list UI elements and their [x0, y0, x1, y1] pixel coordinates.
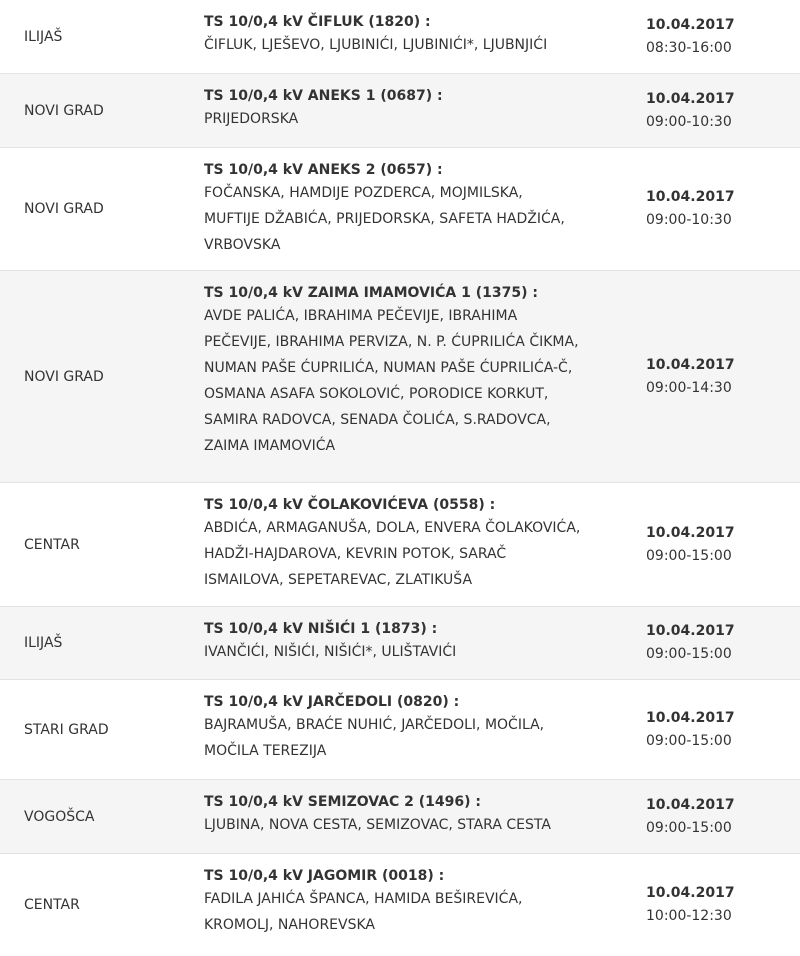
street-list	[204, 515, 640, 593]
outage-time: 08:30-16:00	[646, 39, 732, 56]
municipality-cell: NOVI GRAD	[24, 368, 104, 385]
street-line: MUFTIJE DŽABIĆA, PRIJEDORSKA, SAFETA HADŽIĆA,	[204, 211, 565, 227]
location-cell	[200, 780, 640, 853]
street-line: ISMAILOVA, SEPETAREVAC, ZLATIKUŠA	[204, 572, 473, 588]
table-row	[0, 607, 800, 680]
outage-date: 10.04.2017	[646, 796, 735, 813]
street-line: AVDE PALIĆA, IBRAHIMA PEČEVIJE, IBRAHIMA	[204, 308, 518, 324]
schedule-cell	[640, 0, 800, 73]
station-name: TS 10/0,4 kV JAGOMIR (0018) :	[204, 868, 445, 884]
street-list	[204, 639, 640, 665]
street-line: OSMANA ASAFA SOKOLOVIĆ, PORODICE KORKUT,	[204, 386, 549, 402]
station-name: TS 10/0,4 kV SEMIZOVAC 2 (1496) :	[204, 794, 481, 810]
schedule-cell	[640, 483, 800, 606]
street-line: ČIFLUK, LJEŠEVO, LJUBINIĆI, LJUBINIĆI*, LJUBNJIĆI	[204, 37, 548, 53]
table-row	[0, 271, 800, 483]
outage-date: 10.04.2017	[646, 709, 735, 726]
table-row	[0, 780, 800, 854]
street-line: MOČILA TEREZIJA	[204, 743, 327, 759]
station-name: TS 10/0,4 kV NIŠIĆI 1 (1873) :	[204, 621, 438, 637]
outage-date: 10.04.2017	[646, 623, 735, 639]
outage-time: 10:00-12:30	[646, 908, 732, 924]
table-row	[0, 854, 800, 956]
street-line: IVANČIĆI, NIŠIĆI, NIŠIĆI*, ULIŠTAVIĆI	[204, 644, 457, 660]
outage-date: 10.04.2017	[646, 90, 735, 107]
street-list	[204, 712, 640, 764]
street-line: NUMAN PAŠE ĆUPRILIĆA, NUMAN PAŠE ĆUPRILIĆA-Č,	[204, 360, 573, 376]
municipality-cell: VOGOŠCA	[24, 808, 95, 825]
municipality-cell: NOVI GRAD	[24, 201, 104, 217]
outage-time: 09:00-15:00	[646, 547, 732, 564]
street-line: LJUBINA, NOVA CESTA, SEMIZOVAC, STARA CESTA	[204, 817, 551, 833]
street-line: HADŽI-HAJDAROVA, KEVRIN POTOK, SARAČ	[204, 546, 507, 562]
outage-date: 10.04.2017	[646, 524, 735, 541]
location-cell	[200, 680, 640, 779]
schedule-cell	[640, 607, 800, 679]
table-row	[0, 148, 800, 271]
location-cell	[200, 854, 640, 956]
outage-date: 10.04.2017	[646, 356, 735, 373]
street-list	[204, 812, 640, 838]
street-line: SAMIRA RADOVCA, SENADA ČOLIĆA, S.RADOVCA,	[204, 412, 551, 428]
location-cell	[200, 483, 640, 606]
station-name: TS 10/0,4 kV JARČEDOLI (0820) :	[204, 694, 460, 710]
schedule-cell	[640, 148, 800, 270]
location-cell	[200, 607, 640, 679]
municipality-cell: ILIJAŠ	[24, 635, 63, 651]
street-list	[204, 886, 640, 938]
street-list	[204, 180, 640, 258]
street-line: FOČANSKA, HAMDIJE POZDERCA, MOJMILSKA,	[204, 185, 523, 201]
station-name: TS 10/0,4 kV ČOLAKOVIĆEVA (0558) :	[204, 497, 496, 513]
table-row	[0, 74, 800, 148]
outage-time: 09:00-14:30	[646, 379, 732, 396]
municipality-cell: NOVI GRAD	[24, 102, 104, 119]
location-cell	[200, 148, 640, 270]
schedule-cell	[640, 74, 800, 147]
location-cell	[200, 74, 640, 147]
street-line: PRIJEDORSKA	[204, 111, 299, 127]
outage-time: 09:00-15:00	[646, 819, 732, 836]
station-name: TS 10/0,4 kV ZAIMA IMAMOVIĆA 1 (1375) :	[204, 285, 538, 301]
station-name: TS 10/0,4 kV ANEKS 1 (0687) :	[204, 88, 443, 104]
station-name: TS 10/0,4 kV ČIFLUK (1820) :	[204, 14, 431, 30]
municipality-cell: CENTAR	[24, 897, 80, 913]
outage-date: 10.04.2017	[646, 885, 735, 901]
street-list	[204, 106, 640, 132]
outage-time: 09:00-10:30	[646, 212, 732, 228]
street-line: BAJRAMUŠA, BRAĆE NUHIĆ, JARČEDOLI, MOČILA,	[204, 717, 545, 733]
outage-time: 09:00-15:00	[646, 646, 732, 662]
outage-time: 09:00-15:00	[646, 732, 732, 749]
schedule-cell	[640, 780, 800, 853]
street-line: FADILA JAHIĆA ŠPANCA, HAMIDA BEŠIREVIĆA,	[204, 891, 523, 907]
table-row	[0, 680, 800, 780]
municipality-cell: ILIJAŠ	[24, 28, 63, 45]
schedule-cell	[640, 854, 800, 956]
station-name: TS 10/0,4 kV ANEKS 2 (0657) :	[204, 162, 443, 178]
street-line: PEČEVIJE, IBRAHIMA PERVIZA, N. P. ĆUPRILIĆA ČIKMA,	[204, 334, 579, 350]
street-line: ZAIMA IMAMOVIĆA	[204, 438, 336, 454]
location-cell	[200, 0, 640, 73]
outage-date: 10.04.2017	[646, 16, 735, 33]
municipality-cell: CENTAR	[24, 536, 80, 553]
street-line: VRBOVSKA	[204, 237, 281, 253]
street-list	[204, 32, 640, 58]
outage-date: 10.04.2017	[646, 189, 735, 205]
table-row	[0, 0, 800, 74]
location-cell	[200, 271, 640, 482]
table-row	[0, 483, 800, 607]
municipality-cell: STARI GRAD	[24, 721, 109, 738]
street-list	[204, 303, 640, 459]
schedule-cell	[640, 680, 800, 779]
street-line: KROMOLJ, NAHOREVSKA	[204, 917, 376, 933]
schedule-cell	[640, 271, 800, 482]
street-line: ABDIĆA, ARMAGANUŠA, DOLA, ENVERA ČOLAKOVIĆA,	[204, 520, 581, 536]
outage-time: 09:00-10:30	[646, 113, 732, 130]
